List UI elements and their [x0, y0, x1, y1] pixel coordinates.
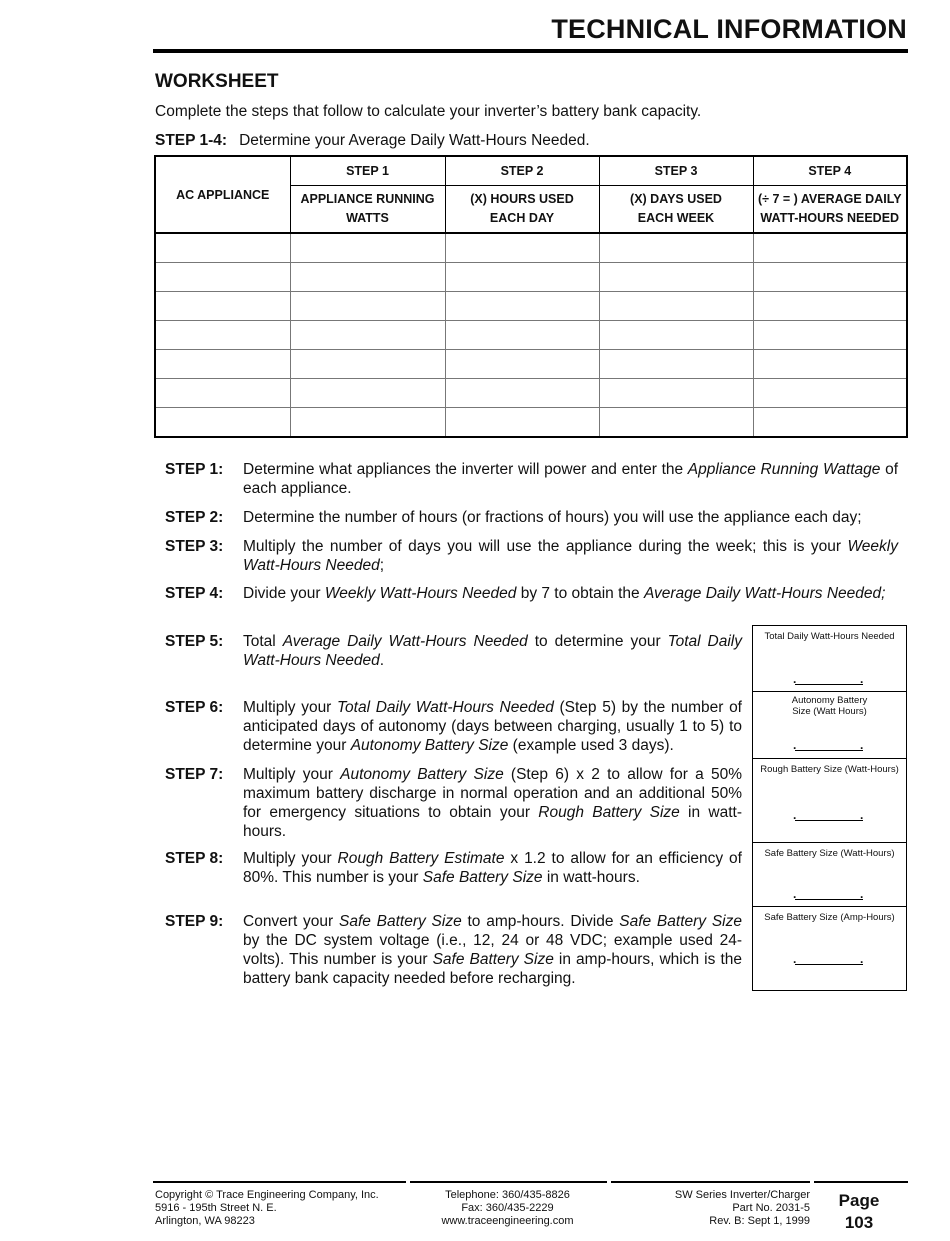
answer-blank[interactable] [795, 899, 863, 900]
side-box-1 [752, 625, 907, 691]
section-title: WORKSHEET [155, 71, 279, 92]
table-cell[interactable] [599, 292, 753, 321]
footer-website-link[interactable]: www.traceengineering.com [441, 1215, 574, 1227]
table-cell[interactable] [445, 379, 599, 408]
table-cell[interactable] [753, 379, 907, 408]
table-cell[interactable] [753, 233, 907, 263]
table-cell[interactable] [290, 379, 445, 408]
table-cell[interactable] [290, 350, 445, 379]
table-cell[interactable] [599, 233, 753, 263]
table-cell[interactable] [599, 350, 753, 379]
step-2 [165, 508, 898, 527]
table-row [155, 379, 907, 408]
table-cell[interactable] [753, 321, 907, 350]
header-hours-used: (X) HOURS USED EACH DAY [445, 186, 599, 234]
step-8 [165, 849, 742, 887]
table-cell[interactable] [290, 408, 445, 438]
step-label: STEP 9: [165, 913, 224, 930]
step-label: STEP 5: [165, 633, 224, 650]
table-row [155, 292, 907, 321]
table-cell[interactable] [445, 350, 599, 379]
step-text: Divide your Weekly Watt-Hours Needed by 7 to obtain the Average Daily Watt-Hours Needed; [243, 585, 886, 602]
step-text: Determine the number of hours (or fractions of hours) you will use the appliance each day; [243, 509, 862, 526]
side-box-label: Total Daily Watt-Hours Needed [764, 631, 895, 642]
step-1-4-label: STEP 1-4: [155, 132, 228, 149]
header-days-used: (X) DAYS USED EACH WEEK [599, 186, 753, 234]
table-row [155, 263, 907, 292]
step-6 [165, 698, 742, 755]
table-row [155, 233, 907, 263]
side-box-3 [752, 758, 907, 842]
answer-blank[interactable] [795, 750, 863, 751]
step-text: Multiply your Autonomy Battery Size (Step 6) x 2 to allow for a 50% maximum battery discharge in normal operation and an additional 50% for emergency situations to obtain your Rough Battery Size in watt-hours. [243, 766, 742, 840]
table-row [155, 321, 907, 350]
step-1-4-line [155, 132, 590, 150]
table-row [155, 408, 907, 438]
step-1 [165, 460, 898, 498]
step-4 [165, 584, 898, 603]
header-average-daily: (÷ 7 = ) AVERAGE DAILY WATT-HOURS NEEDED [753, 186, 907, 234]
footer-rule [153, 1181, 908, 1183]
step-9 [165, 912, 742, 988]
page-number: Page 103 [838, 1191, 880, 1232]
header-rule [153, 49, 908, 53]
blank-dot: . [860, 738, 864, 752]
step-text: Total Average Daily Watt-Hours Needed to determine your Total Daily Watt-Hours Needed. [243, 633, 742, 669]
step-text: Determine what appliances the inverter will power and enter the Appliance Running Wattage of each appliance. [243, 461, 899, 497]
step-3 [165, 537, 898, 575]
header-ac-appliance: AC APPLIANCE [155, 156, 290, 233]
table-cell[interactable] [599, 263, 753, 292]
table-cell[interactable] [445, 233, 599, 263]
table-cell[interactable] [155, 379, 290, 408]
table-row [155, 350, 907, 379]
side-box-4 [752, 842, 907, 906]
blank-dot: . [860, 808, 864, 822]
table-cell[interactable] [753, 408, 907, 438]
header-step-1: STEP 1 [290, 156, 445, 186]
blank-dot: . [793, 808, 797, 822]
table-cell[interactable] [290, 292, 445, 321]
table-cell[interactable] [155, 233, 290, 263]
table-cell[interactable] [155, 408, 290, 438]
table-cell[interactable] [445, 321, 599, 350]
step-text: Multiply your Total Daily Watt-Hours Needed (Step 5) by the number of anticipated days of autonomy (days between charging, usually 1 to 5) to determine your Autonomy Battery Size (example used 3 days). [243, 699, 742, 754]
step-label: STEP 2: [165, 509, 224, 526]
header-step-3: STEP 3 [599, 156, 753, 186]
step-label: STEP 6: [165, 699, 224, 716]
worksheet-table [154, 155, 908, 438]
blank-dot: . [860, 887, 864, 901]
side-box-label: Autonomy Battery Size (Watt Hours) [791, 695, 868, 717]
step-label: STEP 8: [165, 850, 224, 867]
table-cell[interactable] [290, 321, 445, 350]
answer-blank[interactable] [795, 964, 863, 965]
side-box-label: Safe Battery Size (Amp-Hours) [764, 912, 895, 923]
side-box-2 [752, 691, 907, 758]
blank-dot: . [860, 672, 864, 686]
footer-contact: Telephone: 360/435-8826 Fax: 360/435-2229 www.traceengineering.com [430, 1189, 585, 1228]
step-label: STEP 4: [165, 585, 224, 602]
side-boxes-bottom-rule [752, 990, 907, 991]
table-cell[interactable] [155, 321, 290, 350]
table-cell[interactable] [155, 292, 290, 321]
table-cell[interactable] [753, 263, 907, 292]
table-cell[interactable] [290, 263, 445, 292]
table-cell[interactable] [445, 408, 599, 438]
answer-blank[interactable] [795, 820, 863, 821]
header-step-4: STEP 4 [753, 156, 907, 186]
table-cell[interactable] [599, 321, 753, 350]
side-box-5 [752, 906, 907, 990]
blank-dot: . [793, 738, 797, 752]
page-header-title: TECHNICAL INFORMATION [551, 14, 907, 44]
step-text: Multiply your Rough Battery Estimate x 1.2 to allow for an efficiency of 80%. This number is your Safe Battery Size in watt-hours. [243, 850, 742, 886]
header-running-watts: APPLIANCE RUNNING WATTS [290, 186, 445, 234]
step-7 [165, 765, 742, 841]
table-cell[interactable] [155, 350, 290, 379]
table-cell[interactable] [753, 292, 907, 321]
header-step-2: STEP 2 [445, 156, 599, 186]
blank-dot: . [793, 672, 797, 686]
table-cell[interactable] [599, 379, 753, 408]
step-text: Multiply the number of days you will use the appliance during the week; this is your Weekly Watt-Hours Needed; [243, 538, 898, 574]
step-1-4-text: Determine your Average Daily Watt-Hours Needed. [239, 132, 590, 149]
blank-dot: . [860, 952, 864, 966]
footer-product: SW Series Inverter/Charger Part No. 2031-5 Rev. B: Sept 1, 1999 [674, 1189, 810, 1227]
blank-dot: . [793, 887, 797, 901]
step-label: STEP 1: [165, 461, 224, 478]
step-label: STEP 3: [165, 538, 224, 555]
table-cell[interactable] [753, 350, 907, 379]
step-text: Convert your Safe Battery Size to amp-hours. Divide Safe Battery Size by the DC system voltage (i.e., 12, 24 or 48 VDC; example used 24-volts). This number is your Safe Battery Size in amp-hours, which is the battery bank capacity needed before recharging. [243, 913, 742, 987]
step-5 [165, 632, 742, 670]
step-label: STEP 7: [165, 766, 224, 783]
table-cell[interactable] [155, 263, 290, 292]
answer-blank[interactable] [795, 684, 863, 685]
side-box-label: Rough Battery Size (Watt-Hours) [760, 764, 899, 775]
blank-dot: . [793, 952, 797, 966]
footer-company: Copyright © Trace Engineering Company, Inc. 5916 - 195th Street N. E. Arlington, WA 98223 [155, 1189, 379, 1227]
table-cell[interactable] [445, 292, 599, 321]
table-cell[interactable] [290, 233, 445, 263]
side-box-label: Safe Battery Size (Watt-Hours) [764, 848, 895, 859]
intro-text: Complete the steps that follow to calculate your inverter’s battery bank capacity. [155, 103, 702, 120]
table-cell[interactable] [599, 408, 753, 438]
table-cell[interactable] [445, 263, 599, 292]
